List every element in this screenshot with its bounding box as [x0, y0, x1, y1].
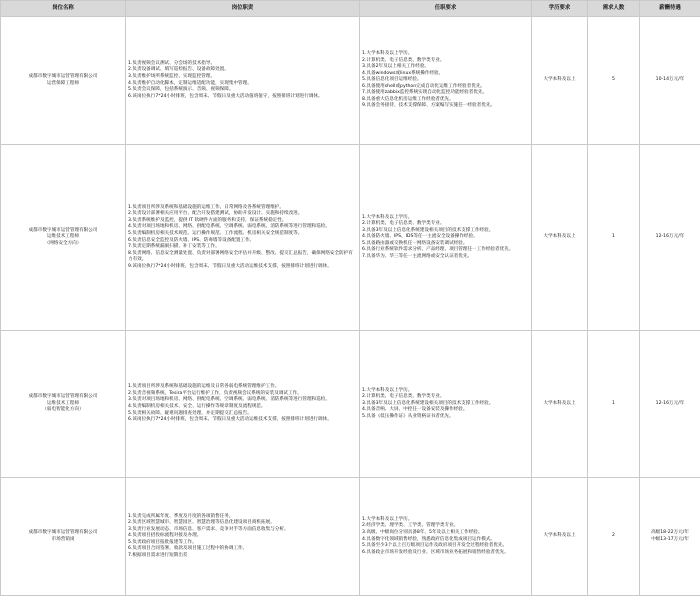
salary-line: 中级13-17万元/年 — [642, 537, 698, 544]
header-duties: 岗位职责 — [126, 1, 360, 17]
salary-line: 12-16万元/年 — [642, 401, 698, 408]
requirement-item: 3.具备2年及以上相关工作经验。 — [362, 64, 529, 71]
headcount-cell: 1 — [588, 331, 640, 478]
education-cell: 大学本科及以上 — [532, 331, 588, 478]
header-education: 学历要求 — [532, 1, 588, 17]
requirement-item: 4.具备防火墙、IPS、IDS等任一主流安全设备操作经验。 — [362, 234, 529, 241]
duties-cell — [126, 478, 360, 596]
position-title: 运维技术工程师 — [3, 234, 123, 241]
salary-line: 12-16万元/年 — [642, 234, 698, 241]
requirements-cell — [360, 145, 532, 331]
table-row — [1, 17, 700, 145]
requirement-item: 6.具备使用shell或python完成自动化运维工作经验者优先。 — [362, 84, 529, 91]
company-name: 成都市数字城市运营管理有限公司 — [3, 228, 123, 235]
salary-line: 10-14万元/年 — [642, 77, 698, 84]
duty-item: 2.负责音视频系统、Tesira平台运行维护工作，负责视频会议系统的安装及调试工作。 — [128, 391, 357, 398]
requirement-item: 7.具备华为、华三等任一主流网络或安全认证者优先。 — [362, 254, 529, 261]
duty-item: 1.负责完成所属年度、季度及月度的各项销售任务。 — [128, 514, 357, 521]
duty-item: 6.负责项目合同签署、收款及项目施工过程中的协调工作。 — [128, 546, 357, 553]
duty-item: 5.负责相关故障、疑难问题排查处理，并定期提交汇总报告。 — [128, 411, 357, 418]
duty-item: 6.该岗位执行7*24小时排班，包含周末、节假日及重大活动运维技术支撑，按照排班计划进行调休。 — [128, 417, 357, 424]
requirement-item: 8.具备重大信息化机房运维工作经验者优先。 — [362, 97, 529, 104]
table-row — [1, 145, 700, 331]
duties-cell — [126, 331, 360, 478]
position-name-cell — [1, 478, 126, 596]
requirements-cell — [360, 478, 532, 596]
requirement-item: 3.具备3年及以上信息化系统建设相关项目的技术支撑工作经验。 — [362, 401, 529, 408]
requirements-cell — [360, 17, 532, 145]
education-cell: 大学本科及以上 — [532, 145, 588, 331]
salary-cell — [640, 478, 700, 596]
duty-item: 2.负责设计部署相关应用平台，配合开发搭建测试，协助开发设计、实施和持续改进。 — [128, 211, 357, 218]
duty-item: 3.负责对项目场地和机房、网络、供配电系统、空调系统、弱电系统、消防系统等进行管理和巡检。 — [128, 397, 357, 404]
header-salary: 薪酬待遇 — [640, 1, 700, 17]
salary-line: 高级18-22万元/年 — [642, 530, 698, 537]
position-name-cell — [1, 17, 126, 145]
salary-cell — [640, 145, 700, 331]
position-name-cell — [1, 145, 126, 331]
duty-item: 9.该岗位执行7*24小时排班，包含周末、节假日及重大活动运维技术支撑，按照排班计划进行调休。 — [128, 264, 357, 271]
duty-item: 1.负责视频会议测试、分会场的技术指导。 — [128, 61, 357, 68]
duty-item: 3.负责维护场所系统监控、实现监控管理。 — [128, 74, 357, 81]
requirement-item: 1.大学本科及以上学历。 — [362, 215, 529, 222]
duty-item: 8.负责网络、信息安全测量处置、负责对部署网络安全评估并升级、整改、提交汇总报告，确保网络安全防护有力有效。 — [128, 251, 357, 264]
position-direction: （弱电智能化方向） — [3, 407, 123, 414]
requirement-item: 6.具备政企市场开发经验及行业、区域市场业务拓展和销售经验者优先。 — [362, 550, 529, 557]
education-cell: 大学本科及以上 — [532, 478, 588, 596]
company-name: 成都市数字城市运营管理有限公司 — [3, 74, 123, 81]
header-row — [1, 1, 700, 17]
requirement-item: 3.具备3年及以上信息化系统建设相关项目的技术支撑工作经验。 — [362, 228, 529, 235]
header-headcount: 需求人数 — [588, 1, 640, 17]
table-row — [1, 331, 700, 478]
salary-cell — [640, 17, 700, 145]
duty-item: 1.负责项目所涉及系统和基础设施的运维及日常各弱电系统管理维护工作。 — [128, 384, 357, 391]
requirement-item: 7.具备使用zabbix监控系统实现自动化监控功能经验者优先。 — [362, 90, 529, 97]
header-requirements: 任职要求 — [360, 1, 532, 17]
headcount-cell: 5 — [588, 17, 640, 145]
duties-cell — [126, 17, 360, 145]
requirement-item: 3.高级、中级岗位分别具备8年、5年及以上相关工作经验。 — [362, 530, 529, 537]
duty-item: 1.负责项目所涉及系统和基础设施的运维工作、日常网络及各系统管理维护。 — [128, 205, 357, 212]
requirement-item: 2.计算机类、电子信息类、数学类专业。 — [362, 394, 529, 401]
duty-item: 4.负责项目招投标流程对接及办理。 — [128, 533, 357, 540]
requirement-item: 4.具备windows或linux系统操作经验。 — [362, 71, 529, 78]
duty-item: 7.根据项目需求进行短期出差 — [128, 553, 357, 560]
duty-item: 6.负责信息安全监控及防火墙、IPS、防毒墙等设备配置工作。 — [128, 238, 357, 245]
header-position-name: 岗位名称 — [1, 1, 126, 17]
duty-item: 3.负责系统维护及监控，提供 IT 软硬件方面的服务和支持，保证系统稳定性。 — [128, 218, 357, 225]
duty-item: 2.负责区域智慧城市、智慧园区、智慧治理等信息化建设项目商机拓展。 — [128, 520, 357, 527]
education-cell: 大学本科及以上 — [532, 17, 588, 145]
requirement-item: 2.经济学类、理学类、工学类、管理学类专业。 — [362, 523, 529, 530]
requirement-item: 5.具备《低压操作证》从业资格证书者优先。 — [362, 414, 529, 421]
duty-item: 5.负责编制机房相关技术规范、运行操作规范、工作流程、机房相关安全规范制度等。 — [128, 231, 357, 238]
company-name: 成都市数字城市运营管理有限公司 — [3, 530, 123, 537]
position-title: 运营保障工程师 — [3, 81, 123, 88]
requirement-item: 1.大学本科及以上学历。 — [362, 51, 529, 58]
duty-item: 5.负责政府项目报批报建等工作。 — [128, 540, 357, 547]
position-name-cell — [1, 331, 126, 478]
position-title: 市场营销岗 — [3, 537, 123, 544]
position-title: 运维技术工程师 — [3, 401, 123, 408]
requirement-item: 5.具备至少3个以上百万级项目运作及政府项目开发全过程经验者优先。 — [362, 543, 529, 550]
requirement-item: 4.具备音响、大屏、中控任一设备安装及操作经验。 — [362, 407, 529, 414]
duty-item: 6.该岗位执行7*24小时排班，包含周末、节假日及重大活动值班值守，按照排班计划进行调休。 — [128, 94, 357, 101]
requirement-item: 5.具备路由器或交换机任一网络设备安装调试经验。 — [362, 241, 529, 248]
requirements-cell — [360, 331, 532, 478]
duty-item: 2.负责设备调试、填写巡检报告、设备故障处置。 — [128, 67, 357, 74]
requirement-item: 6.具备行业系统软件需求分析、产品经理、项目管理任一工作经验者优先。 — [362, 247, 529, 254]
duty-item: 4.负责维护自动化脚本，定制运维适配功能，实现集中管理。 — [128, 81, 357, 88]
requirement-item: 2.计算机类、电子信息类、数学类专业。 — [362, 58, 529, 65]
requirement-item: 1.大学本科及以上学历。 — [362, 517, 529, 524]
requirement-item: 1.大学本科及以上学历。 — [362, 388, 529, 395]
requirement-item: 4.具备数字化领域销售经验，熟悉政府信息化集成项目运作模式。 — [362, 537, 529, 544]
table-row — [1, 478, 700, 596]
requirement-item: 5.具备信息化项目运维经验。 — [362, 77, 529, 84]
duties-cell — [126, 145, 360, 331]
headcount-cell: 2 — [588, 478, 640, 596]
duty-item: 7.负责定期系统漏洞扫描、补丁安装等工作。 — [128, 244, 357, 251]
company-name: 成都市数字城市运营管理有限公司 — [3, 394, 123, 401]
requirement-item: 9.具备会务接待、技术支撑保障、方案编写实施任一经验者优先。 — [362, 103, 529, 110]
duty-item: 4.负责对项目场地和机房、网络、供配电系统、空调系统、弱电系统、消防系统等进行管理和巡检。 — [128, 224, 357, 231]
headcount-cell: 1 — [588, 145, 640, 331]
position-direction: （网络安全方向） — [3, 241, 123, 248]
salary-cell — [640, 331, 700, 478]
duty-item: 4.负责编制机房相关技术、安全、运行操作等规章制度及流程规范。 — [128, 404, 357, 411]
duty-item: 3.负责行业发展动态、市场信息、客户需求、竞争对手等方面信息收集与分析。 — [128, 527, 357, 534]
duty-item: 5.负责会议保障，包括系统演示、音频、视频保障。 — [128, 87, 357, 94]
requirement-item: 2.计算机类、电子信息类、数学类专业。 — [362, 221, 529, 228]
